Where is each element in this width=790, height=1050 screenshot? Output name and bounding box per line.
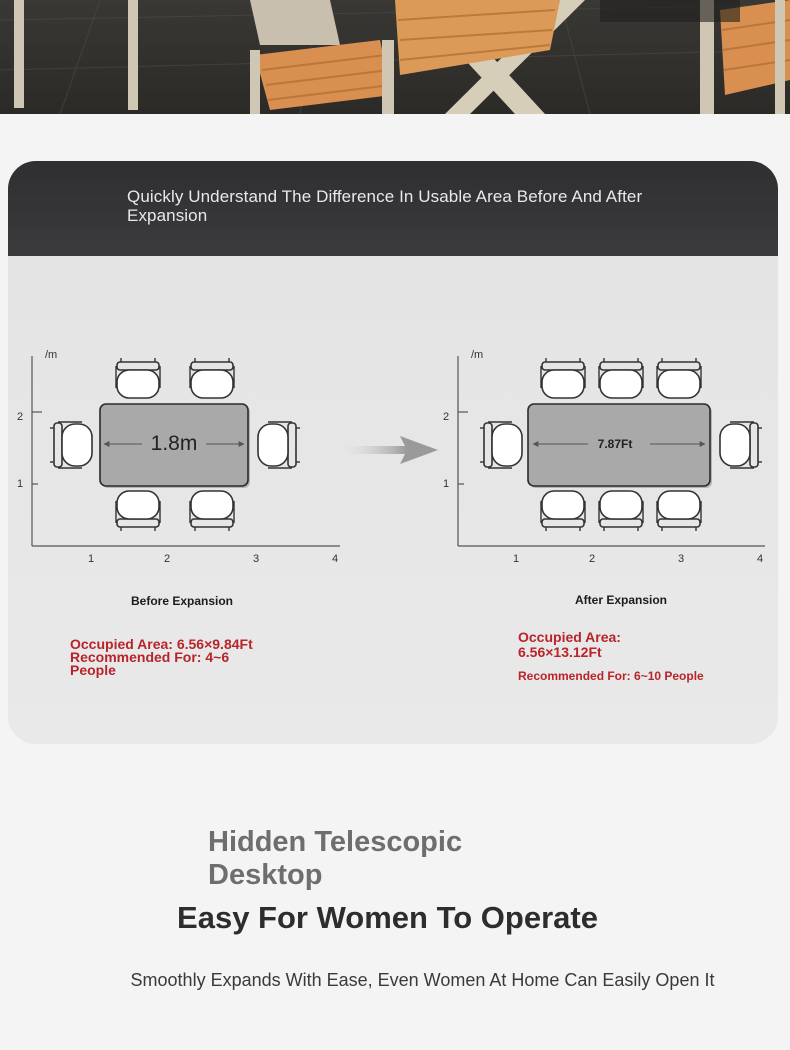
table-size-after: 7.87Ft: [597, 437, 633, 451]
chair-icon: [599, 358, 643, 398]
y-tick-2-before: 2: [17, 411, 24, 423]
chair-icon: [657, 491, 701, 531]
x-tick-2-after: 2: [589, 553, 596, 565]
y-tick-2-after: 2: [443, 411, 450, 423]
product-photo: [0, 0, 790, 114]
chair-icon: [599, 491, 643, 531]
feature-description: Smoothly Expands With Ease, Even Women At Home Can Easily Open It: [130, 970, 715, 990]
x-tick-4-before: 4: [332, 553, 339, 565]
before-recommend-2: People: [70, 662, 116, 678]
x-tick-4-after: 4: [757, 553, 764, 565]
before-area: Occupied Area: 6.56×9.84Ft: [70, 636, 253, 652]
chair-icon: [720, 422, 762, 468]
chair-icon: [116, 358, 160, 398]
before-caption: Before Expansion: [130, 594, 234, 608]
feature-subtitle-line2: Desktop: [208, 859, 323, 891]
before-stats: [70, 638, 300, 677]
chair-icon: [480, 422, 522, 468]
y-tick-1-before: 1: [17, 478, 24, 490]
after-diagram: [443, 349, 765, 565]
x-tick-1-before: 1: [88, 553, 95, 565]
chair-icon: [541, 358, 585, 398]
after-caption: After Expansion: [574, 593, 667, 607]
chairs-illustration: [0, 0, 790, 114]
chair-icon: [190, 358, 234, 398]
feature-subtitle-line1: Hidden Telescopic: [208, 826, 463, 858]
card-title: Quickly Understand The Difference In Usable Area Before And After Expansion: [127, 187, 643, 225]
before-diagram: [17, 349, 340, 565]
unit-label-before: /m: [45, 349, 58, 361]
feature-headline: Easy For Women To Operate: [177, 900, 598, 935]
chair-icon: [541, 491, 585, 531]
before-recommend-1: Recommended For: 4~6: [70, 649, 230, 665]
x-tick-3-before: 3: [253, 553, 260, 565]
y-tick-1-after: 1: [443, 478, 450, 490]
table-size-before: 1.8m: [150, 432, 198, 455]
feature-subtitle: [208, 826, 508, 892]
x-tick-2-before: 2: [164, 553, 171, 565]
after-stats: [518, 630, 748, 684]
chair-icon: [258, 422, 300, 468]
x-tick-1-after: 1: [513, 553, 520, 565]
chair-icon: [116, 491, 160, 531]
chair-icon: [190, 491, 234, 531]
after-area-2: 6.56×13.12Ft: [518, 644, 602, 660]
chair-icon: [657, 358, 701, 398]
right-arrow-icon: [345, 436, 438, 464]
after-area-1: Occupied Area:: [518, 629, 621, 645]
comparison-card: [8, 161, 778, 744]
x-tick-3-after: 3: [678, 553, 685, 565]
chair-icon: [50, 422, 92, 468]
after-recommend: Recommended For: 6~10 People: [518, 669, 704, 683]
unit-label-after: /m: [471, 349, 484, 361]
